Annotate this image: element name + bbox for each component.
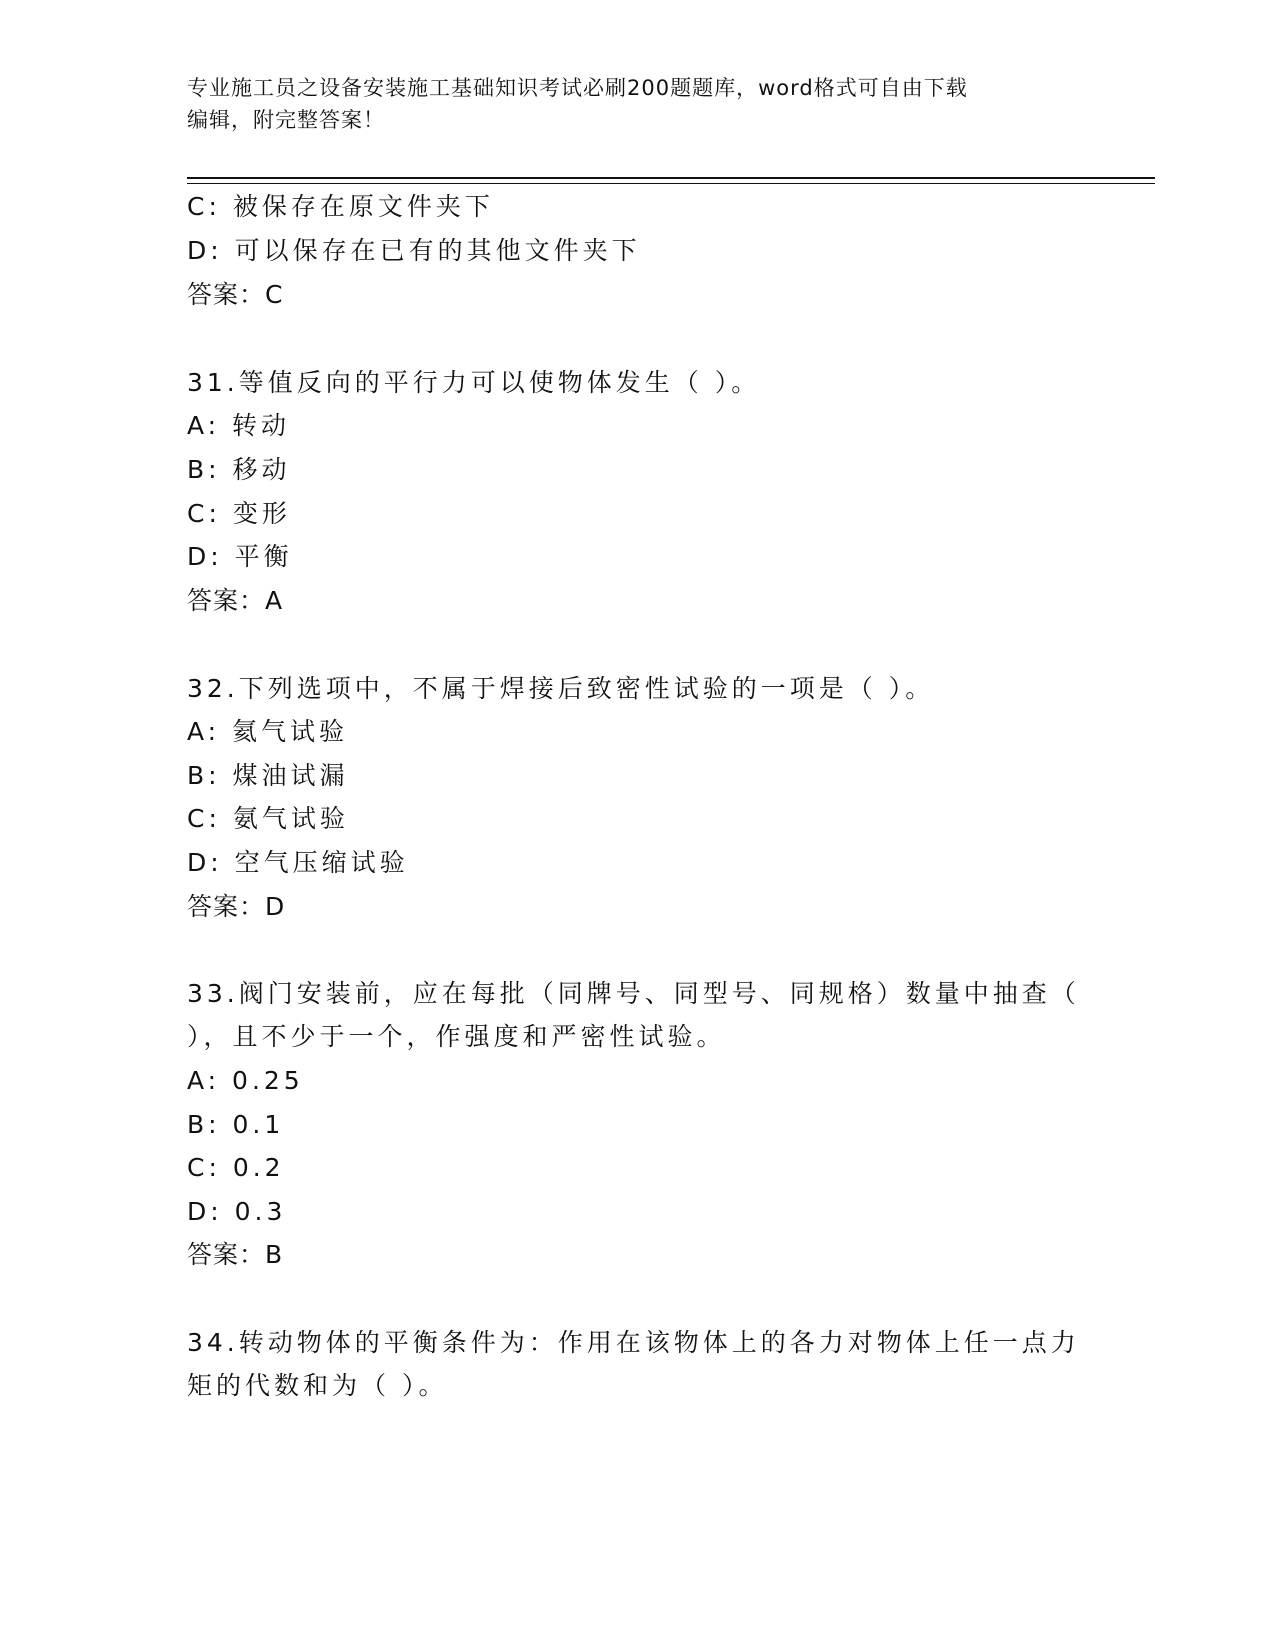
q31-question: 31.等值反向的平行力可以使物体发生（ ）。 (187, 368, 761, 397)
q31-answer: 答案：A (187, 586, 284, 615)
q33-option-a: A: 0.25 (187, 1066, 304, 1095)
q30-answer: 答案：C (187, 280, 284, 309)
q34-question-line2: 矩的代数和为（ ）。 (187, 1371, 448, 1400)
q33-answer: 答案：B (187, 1240, 284, 1269)
q32-question: 32.下列选项中，不属于焊接后致密性试验的一项是（ ）。 (187, 674, 935, 703)
q33-question-line1: 33.阀门安装前，应在每批（同牌号、同型号、同规格）数量中抽查（ (187, 979, 1080, 1008)
header-title-line1: 专业施工员之设备安装施工基础知识考试必刷200题题库，word格式可自由下载 (187, 76, 968, 100)
q31-option-b: B: 移动 (187, 455, 291, 484)
q33-option-c: C: 0.2 (187, 1153, 285, 1182)
document-header (187, 72, 1067, 136)
q33-question-line2: ），且不少于一个，作强度和严密性试验。 (187, 1022, 726, 1051)
q33-option-d: D: 0.3 (187, 1197, 287, 1226)
q32-option-d: D: 空气压缩试验 (187, 848, 409, 877)
q30-option-d: D: 可以保存在已有的其他文件夹下 (187, 236, 641, 265)
q31-option-c: C: 变形 (187, 499, 291, 528)
q32-option-c: C: 氨气试验 (187, 804, 349, 833)
header-rule-thin (187, 183, 1155, 184)
q32-option-b: B: 煤油试漏 (187, 761, 349, 790)
q32-answer: 答案：D (187, 892, 286, 921)
q32-option-a: A: 氦气试验 (187, 717, 349, 746)
q30-option-c: C: 被保存在原文件夹下 (187, 192, 494, 221)
q33-option-b: B: 0.1 (187, 1110, 285, 1139)
q31-option-a: A: 转动 (187, 411, 291, 440)
q31-option-d: D: 平衡 (187, 542, 293, 571)
q34-question-line1: 34.转动物体的平衡条件为：作用在该物体上的各力对物体上任一点力 (187, 1328, 1080, 1357)
header-rule-thick (187, 177, 1155, 179)
header-title-line2: 编辑，附完整答案！ (187, 108, 385, 132)
